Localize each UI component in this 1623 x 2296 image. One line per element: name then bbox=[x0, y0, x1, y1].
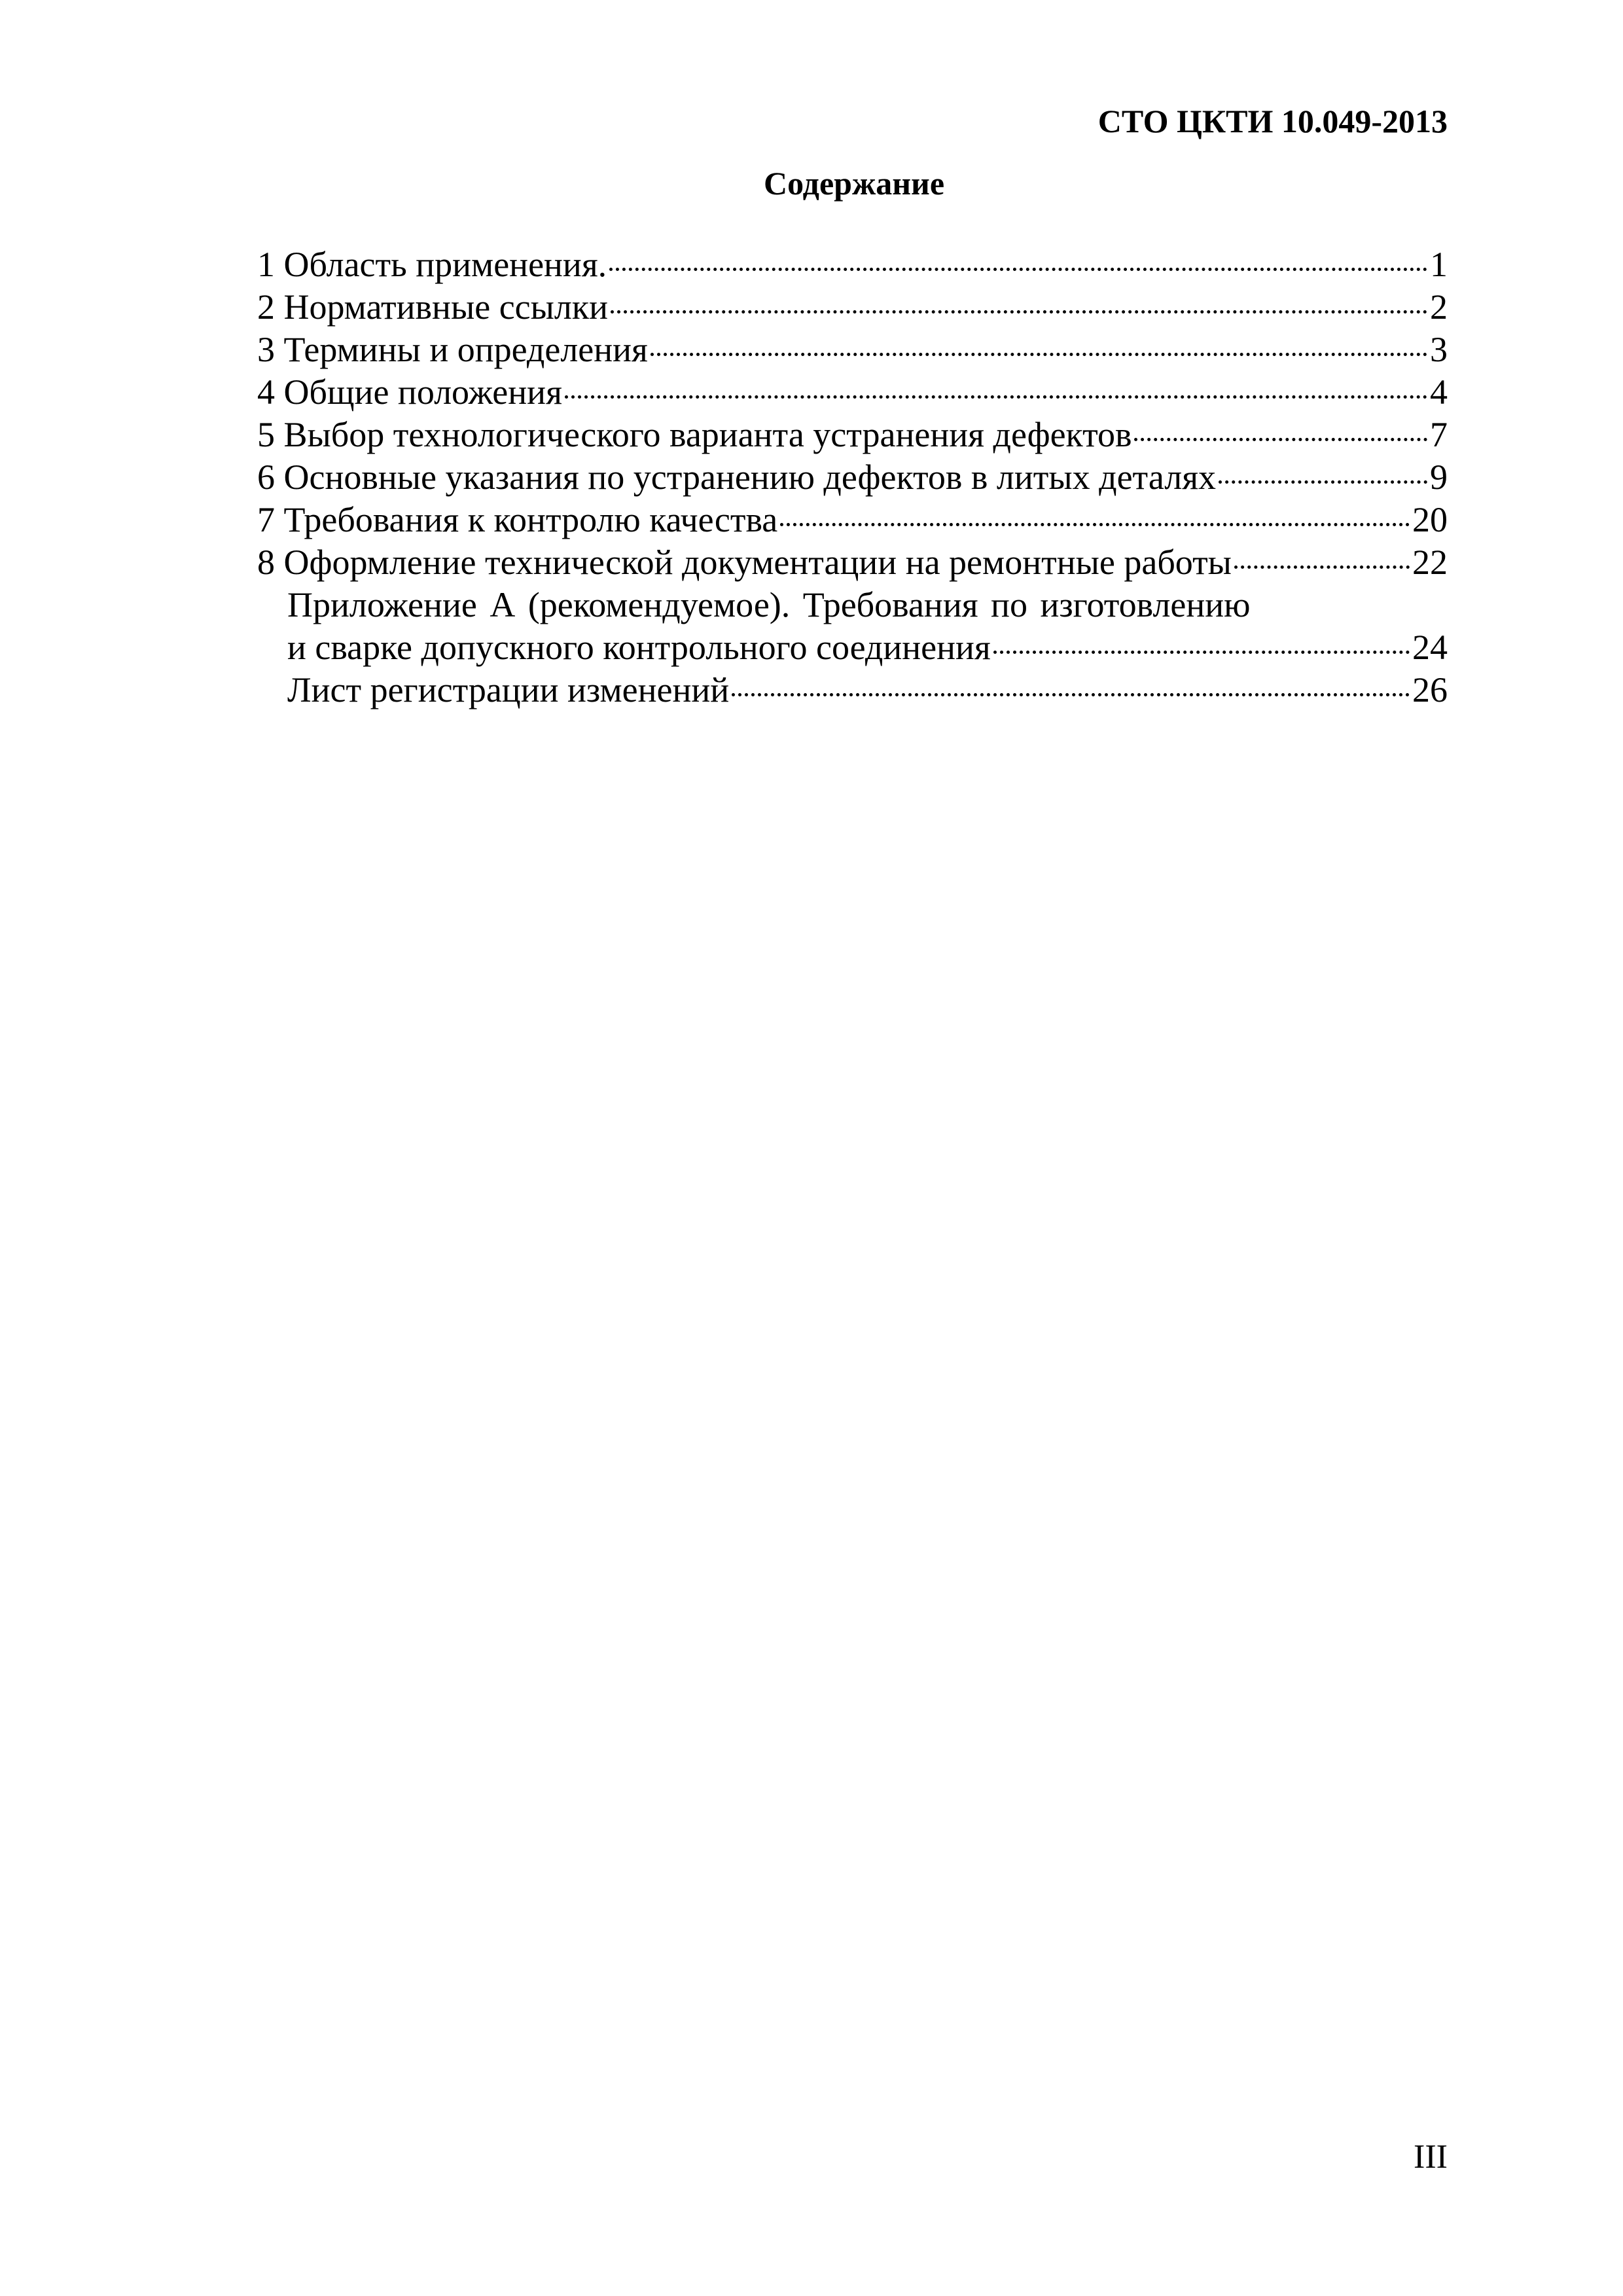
toc-entry-appendix-a-line1[interactable]: Приложение А (рекомендуемое). Требования по изготовлению bbox=[287, 585, 1251, 624]
table-of-contents bbox=[257, 243, 1448, 711]
toc-entry-label: 6 Основные указания по устранению дефектов в литых деталях bbox=[257, 457, 1217, 497]
toc-entry-page: 22 bbox=[1412, 543, 1448, 582]
toc-entry-page: 20 bbox=[1412, 500, 1448, 539]
toc-entry-page: 4 bbox=[1430, 372, 1448, 412]
toc-entry-page: 3 bbox=[1430, 330, 1448, 369]
toc-entry-technology-choice[interactable] bbox=[257, 414, 1448, 456]
toc-entry-label: 3 Термины и определения bbox=[257, 330, 648, 369]
toc-entry-label: Лист регистрации изменений bbox=[287, 670, 730, 709]
toc-entry-quality-control[interactable] bbox=[257, 499, 1448, 541]
toc-entry-scope[interactable] bbox=[257, 243, 1448, 286]
toc-entry-page: 24 bbox=[1412, 628, 1448, 667]
toc-entry-page: 9 bbox=[1430, 457, 1448, 497]
dot-leader bbox=[780, 523, 1410, 526]
dot-leader bbox=[565, 395, 1427, 399]
dot-leader bbox=[993, 651, 1410, 654]
toc-title: Содержание bbox=[763, 165, 945, 202]
toc-entry-label: 8 Оформление технической документации на ремонтные работы bbox=[257, 543, 1232, 582]
toc-entry-appendix-a[interactable] bbox=[257, 626, 1448, 669]
dot-leader bbox=[1234, 565, 1410, 569]
toc-entry-label: 2 Нормативные ссылки bbox=[257, 287, 608, 327]
page-number: III bbox=[1414, 2138, 1448, 2176]
toc-entry-page: 7 bbox=[1430, 415, 1448, 454]
toc-entry-label: 1 Область применения. bbox=[257, 245, 607, 284]
dot-leader bbox=[732, 693, 1410, 696]
toc-entry-page: 2 bbox=[1430, 287, 1448, 327]
dot-leader bbox=[1219, 480, 1427, 484]
toc-entry-label: и сварке допускного контрольного соединения bbox=[287, 628, 991, 667]
document-code: СТО ЦКТИ 10.049-2013 bbox=[1097, 103, 1448, 139]
toc-entry-general-provisions[interactable] bbox=[257, 371, 1448, 414]
toc-entry-changes-sheet[interactable] bbox=[257, 669, 1448, 711]
toc-entry-defect-elimination[interactable] bbox=[257, 456, 1448, 499]
toc-entry-page: 1 bbox=[1430, 245, 1448, 284]
toc-entry-documentation[interactable] bbox=[257, 541, 1448, 584]
toc-entry-label: 5 Выбор технологического варианта устранения дефектов bbox=[257, 415, 1132, 454]
toc-entry-label: 4 Общие положения bbox=[257, 372, 562, 412]
toc-entry-label: 7 Требования к контролю качества bbox=[257, 500, 778, 539]
toc-entry-normative-references[interactable] bbox=[257, 286, 1448, 329]
dot-leader bbox=[609, 268, 1427, 271]
dot-leader bbox=[1134, 438, 1427, 441]
toc-entry-terms[interactable] bbox=[257, 329, 1448, 371]
dot-leader bbox=[651, 353, 1427, 356]
dot-leader bbox=[611, 310, 1427, 314]
toc-entry-page: 26 bbox=[1412, 670, 1448, 709]
